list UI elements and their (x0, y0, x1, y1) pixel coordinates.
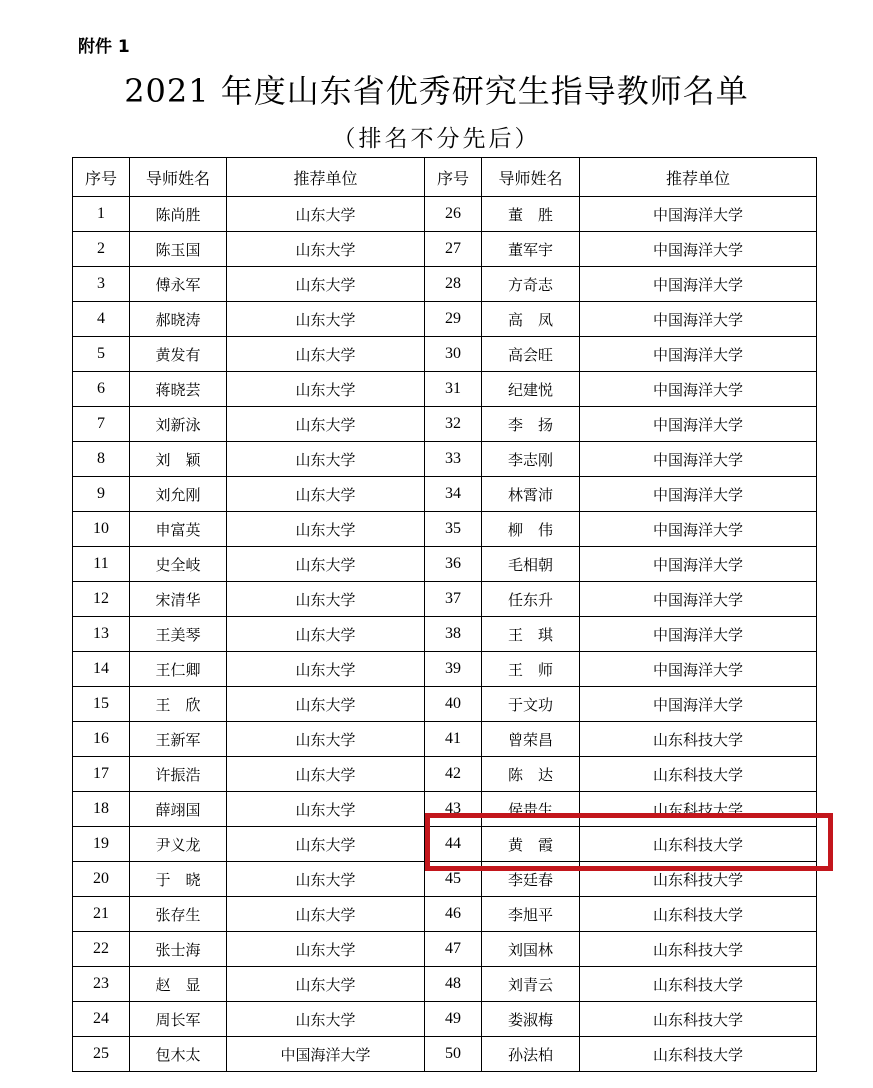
teacher-name: 刘允刚 (130, 477, 227, 512)
row-index: 43 (425, 792, 482, 827)
recommending-unit: 山东大学 (227, 197, 425, 232)
teacher-name: 黄 霞 (482, 827, 580, 862)
row-index: 46 (425, 897, 482, 932)
table-row (73, 757, 817, 792)
row-index: 41 (425, 722, 482, 757)
row-index: 29 (425, 302, 482, 337)
teacher-name: 包木太 (130, 1037, 227, 1072)
row-index: 6 (73, 372, 130, 407)
teacher-name: 董军宇 (482, 232, 580, 267)
recommending-unit: 中国海洋大学 (580, 617, 817, 652)
teacher-name: 陈玉国 (130, 232, 227, 267)
recommending-unit: 山东大学 (227, 722, 425, 757)
recommending-unit: 山东大学 (227, 967, 425, 1002)
recommending-unit: 山东科技大学 (580, 792, 817, 827)
teacher-name: 方奇志 (482, 267, 580, 302)
row-index: 13 (73, 617, 130, 652)
row-index: 48 (425, 967, 482, 1002)
teacher-name: 孙法柏 (482, 1037, 580, 1072)
recommending-unit: 山东大学 (227, 897, 425, 932)
recommending-unit: 山东大学 (227, 302, 425, 337)
teacher-list-table (72, 157, 817, 1072)
table-row (73, 477, 817, 512)
row-index: 31 (425, 372, 482, 407)
row-index: 10 (73, 512, 130, 547)
row-index: 1 (73, 197, 130, 232)
row-index: 22 (73, 932, 130, 967)
teacher-name: 许振浩 (130, 757, 227, 792)
recommending-unit: 山东大学 (227, 232, 425, 267)
row-index: 12 (73, 582, 130, 617)
row-index: 42 (425, 757, 482, 792)
recommending-unit: 中国海洋大学 (580, 407, 817, 442)
teacher-name: 于 晓 (130, 862, 227, 897)
row-index: 44 (425, 827, 482, 862)
recommending-unit: 山东科技大学 (580, 1002, 817, 1037)
header-recommending-unit: 推荐单位 (227, 158, 425, 197)
row-index: 40 (425, 687, 482, 722)
recommending-unit: 山东科技大学 (580, 1037, 817, 1072)
recommending-unit: 山东大学 (227, 547, 425, 582)
recommending-unit: 山东科技大学 (580, 827, 817, 862)
recommending-unit: 中国海洋大学 (227, 1037, 425, 1072)
recommending-unit: 山东大学 (227, 1002, 425, 1037)
table-row (73, 232, 817, 267)
row-index: 25 (73, 1037, 130, 1072)
recommending-unit: 中国海洋大学 (580, 442, 817, 477)
recommending-unit: 中国海洋大学 (580, 652, 817, 687)
table-row (73, 442, 817, 477)
teacher-name: 刘青云 (482, 967, 580, 1002)
recommending-unit: 中国海洋大学 (580, 582, 817, 617)
row-index: 4 (73, 302, 130, 337)
teacher-name: 刘新泳 (130, 407, 227, 442)
recommending-unit: 中国海洋大学 (580, 267, 817, 302)
teacher-name: 高 凤 (482, 302, 580, 337)
row-index: 7 (73, 407, 130, 442)
recommending-unit: 山东大学 (227, 617, 425, 652)
teacher-name: 王 琪 (482, 617, 580, 652)
teacher-name: 宋清华 (130, 582, 227, 617)
teacher-name: 毛相朝 (482, 547, 580, 582)
recommending-unit: 山东科技大学 (580, 967, 817, 1002)
table-row (73, 792, 817, 827)
teacher-name: 陈 达 (482, 757, 580, 792)
row-index: 17 (73, 757, 130, 792)
table-body (73, 197, 817, 1072)
row-index: 47 (425, 932, 482, 967)
row-index: 18 (73, 792, 130, 827)
teacher-name: 林霄沛 (482, 477, 580, 512)
recommending-unit: 山东科技大学 (580, 757, 817, 792)
recommending-unit: 山东大学 (227, 582, 425, 617)
row-index: 28 (425, 267, 482, 302)
teacher-name: 高会旺 (482, 337, 580, 372)
header-index: 序号 (425, 158, 482, 197)
row-index: 14 (73, 652, 130, 687)
teacher-name: 王仁卿 (130, 652, 227, 687)
teacher-name: 任东升 (482, 582, 580, 617)
row-index: 24 (73, 1002, 130, 1037)
teacher-name: 黄发有 (130, 337, 227, 372)
teacher-name: 侯贵生 (482, 792, 580, 827)
recommending-unit: 山东大学 (227, 267, 425, 302)
document-title: 2021 年度山东省优秀研究生指导教师名单 (124, 72, 749, 110)
recommending-unit: 山东大学 (227, 337, 425, 372)
recommending-unit: 山东大学 (227, 512, 425, 547)
teacher-name: 刘国林 (482, 932, 580, 967)
row-index: 21 (73, 897, 130, 932)
table-row (73, 582, 817, 617)
row-index: 35 (425, 512, 482, 547)
row-index: 16 (73, 722, 130, 757)
recommending-unit: 山东大学 (227, 652, 425, 687)
row-index: 11 (73, 547, 130, 582)
teacher-name: 李廷春 (482, 862, 580, 897)
recommending-unit: 中国海洋大学 (580, 302, 817, 337)
table-row (73, 827, 817, 862)
row-index: 3 (73, 267, 130, 302)
teacher-name: 王美琴 (130, 617, 227, 652)
recommending-unit: 山东大学 (227, 792, 425, 827)
table-row (73, 932, 817, 967)
row-index: 39 (425, 652, 482, 687)
teacher-name: 王 师 (482, 652, 580, 687)
recommending-unit: 山东大学 (227, 827, 425, 862)
row-index: 19 (73, 827, 130, 862)
recommending-unit: 中国海洋大学 (580, 372, 817, 407)
recommending-unit: 中国海洋大学 (580, 232, 817, 267)
recommending-unit: 山东大学 (227, 932, 425, 967)
teacher-name: 周长军 (130, 1002, 227, 1037)
row-index: 50 (425, 1037, 482, 1072)
recommending-unit: 中国海洋大学 (580, 197, 817, 232)
table-row (73, 652, 817, 687)
row-index: 36 (425, 547, 482, 582)
row-index: 27 (425, 232, 482, 267)
recommending-unit: 山东大学 (227, 687, 425, 722)
teacher-name: 于文功 (482, 687, 580, 722)
recommending-unit: 中国海洋大学 (580, 512, 817, 547)
table-row (73, 687, 817, 722)
teacher-name: 张存生 (130, 897, 227, 932)
row-index: 37 (425, 582, 482, 617)
teacher-name: 刘 颖 (130, 442, 227, 477)
table-row (73, 302, 817, 337)
recommending-unit: 山东科技大学 (580, 897, 817, 932)
teacher-name: 董 胜 (482, 197, 580, 232)
teacher-name: 王 欣 (130, 687, 227, 722)
teacher-name: 柳 伟 (482, 512, 580, 547)
table-row (73, 267, 817, 302)
table-row (73, 967, 817, 1002)
teacher-name: 尹义龙 (130, 827, 227, 862)
teacher-name: 赵 显 (130, 967, 227, 1002)
table-row (73, 897, 817, 932)
row-index: 30 (425, 337, 482, 372)
row-index: 38 (425, 617, 482, 652)
header-teacher-name: 导师姓名 (130, 158, 227, 197)
recommending-unit: 山东大学 (227, 862, 425, 897)
teacher-name: 傅永军 (130, 267, 227, 302)
teacher-name: 薛翊国 (130, 792, 227, 827)
table-row (73, 407, 817, 442)
recommending-unit: 山东科技大学 (580, 862, 817, 897)
row-index: 15 (73, 687, 130, 722)
recommending-unit: 山东大学 (227, 477, 425, 512)
teacher-name: 王新军 (130, 722, 227, 757)
recommending-unit: 山东科技大学 (580, 722, 817, 757)
row-index: 20 (73, 862, 130, 897)
row-index: 26 (425, 197, 482, 232)
teacher-name: 蒋晓芸 (130, 372, 227, 407)
table-row (73, 722, 817, 757)
recommending-unit: 中国海洋大学 (580, 687, 817, 722)
recommending-unit: 中国海洋大学 (580, 477, 817, 512)
row-index: 34 (425, 477, 482, 512)
header-teacher-name: 导师姓名 (482, 158, 580, 197)
row-index: 5 (73, 337, 130, 372)
table-row (73, 1002, 817, 1037)
table-row (73, 512, 817, 547)
table-row (73, 862, 817, 897)
row-index: 33 (425, 442, 482, 477)
recommending-unit: 山东大学 (227, 372, 425, 407)
table-row (73, 372, 817, 407)
recommending-unit: 中国海洋大学 (580, 547, 817, 582)
header-index: 序号 (73, 158, 130, 197)
row-index: 23 (73, 967, 130, 1002)
recommending-unit: 山东科技大学 (580, 932, 817, 967)
row-index: 45 (425, 862, 482, 897)
teacher-name: 李旭平 (482, 897, 580, 932)
recommending-unit: 山东大学 (227, 757, 425, 792)
row-index: 32 (425, 407, 482, 442)
teacher-name: 申富英 (130, 512, 227, 547)
row-index: 49 (425, 1002, 482, 1037)
recommending-unit: 中国海洋大学 (580, 337, 817, 372)
teacher-name: 纪建悦 (482, 372, 580, 407)
teacher-name: 李 扬 (482, 407, 580, 442)
table-row (73, 617, 817, 652)
table-row (73, 547, 817, 582)
document-subtitle: （排名不分先后） (332, 126, 541, 152)
teacher-name: 李志刚 (482, 442, 580, 477)
table-header-row (73, 158, 817, 197)
teacher-name: 曾荣昌 (482, 722, 580, 757)
recommending-unit: 山东大学 (227, 442, 425, 477)
table-row (73, 197, 817, 232)
row-index: 8 (73, 442, 130, 477)
recommending-unit: 山东大学 (227, 407, 425, 442)
row-index: 9 (73, 477, 130, 512)
table-row (73, 337, 817, 372)
header-recommending-unit: 推荐单位 (580, 158, 817, 197)
teacher-name: 张士海 (130, 932, 227, 967)
teacher-name: 郝晓涛 (130, 302, 227, 337)
teacher-name: 娄淑梅 (482, 1002, 580, 1037)
teacher-name: 陈尚胜 (130, 197, 227, 232)
attachment-label: 附件 1 (78, 37, 130, 57)
table-row (73, 1037, 817, 1072)
teacher-name: 史全岐 (130, 547, 227, 582)
row-index: 2 (73, 232, 130, 267)
